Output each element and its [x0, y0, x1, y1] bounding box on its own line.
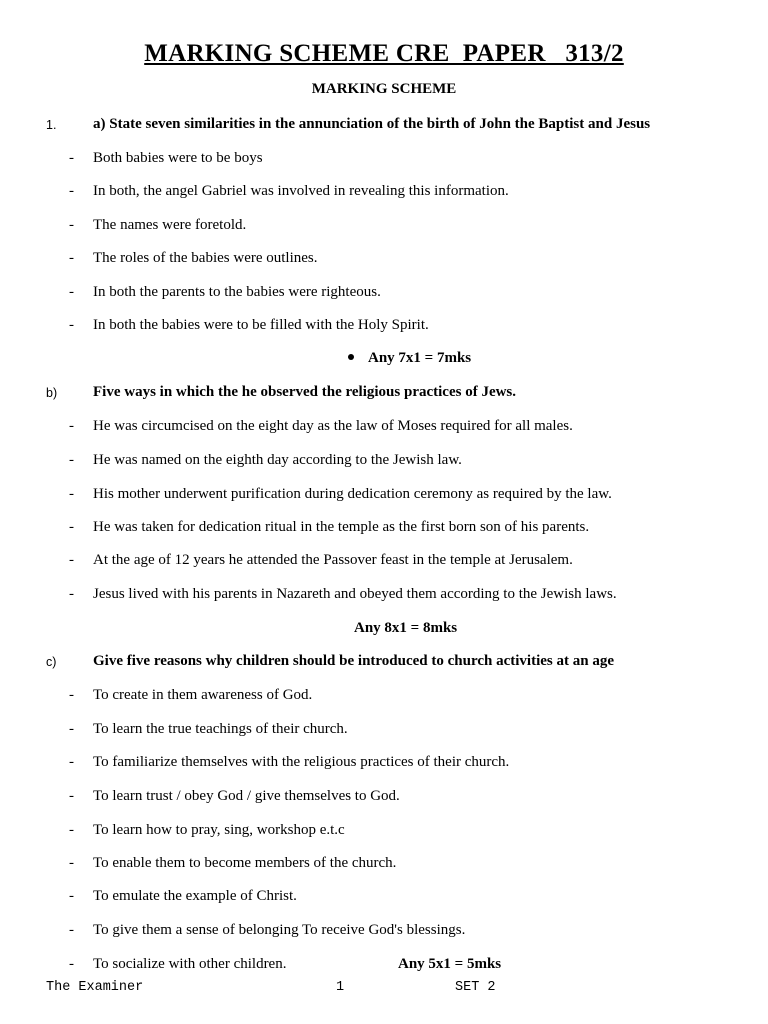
- answer-text: His mother underwent purification during dedication ceremony as required by the law.: [93, 486, 612, 502]
- answer-item: - In both the parents to the babies were righteous.: [69, 284, 381, 300]
- answer-text: In both the parents to the babies were righteous.: [93, 284, 381, 300]
- answer-text: He was circumcised on the eight day as the law of Moses required for all males.: [93, 418, 573, 434]
- answer-item: - To learn how to pray, sing, workshop e.t.c: [69, 822, 345, 838]
- answer-item: - To familiarize themselves with the religious practices of their church.: [69, 754, 510, 770]
- footer-author: The Examiner: [46, 980, 144, 995]
- answer-item: - To learn the true teachings of their church.: [69, 721, 348, 737]
- answer-text: In both the babies were to be filled with the Holy Spirit.: [93, 317, 429, 333]
- answer-text: To learn how to pray, sing, workshop e.t.c: [93, 822, 345, 838]
- answer-item: - To give them a sense of belonging To receive God's blessings.: [69, 922, 466, 938]
- marks-allocation: Any 8x1 = 8mks: [354, 620, 458, 636]
- question-text: Give five reasons why children should be introduced to church activities at an age: [93, 653, 614, 669]
- footer-page-number: 1: [336, 980, 345, 995]
- answer-text: To create in them awareness of God.: [93, 687, 313, 703]
- answer-text: He was taken for dedication ritual in the temple as the first born son of his parents.: [93, 519, 590, 535]
- answer-item: - To emulate the example of Christ.: [69, 888, 297, 904]
- question-number: b): [46, 386, 58, 400]
- answer-text: At the age of 12 years he attended the Passover feast in the temple at Jerusalem.: [93, 552, 573, 568]
- answer-text: In both, the angel Gabriel was involved in revealing this information.: [93, 183, 509, 199]
- marks-allocation: Any 5x1 = 5mks: [398, 956, 502, 972]
- answer-text: The names were foretold.: [93, 217, 247, 233]
- answer-text: The roles of the babies were outlines.: [93, 250, 318, 266]
- answer-item: - Jesus lived with his parents in Nazareth and obeyed them according to the Jewish laws.: [69, 586, 617, 602]
- answer-text: To learn trust / obey God / give themselves to God.: [93, 788, 400, 804]
- answer-item: - To learn trust / obey God / give themselves to God.: [69, 788, 400, 804]
- answer-text: To emulate the example of Christ.: [93, 888, 297, 904]
- answer-item: - Both babies were to be boys: [69, 150, 263, 166]
- answer-item: - To create in them awareness of God.: [69, 687, 313, 703]
- answer-text: To socialize with other children.: [93, 956, 287, 972]
- answer-item: - To socialize with other children.: [69, 956, 287, 972]
- question-number: 1.: [46, 118, 57, 132]
- answer-item: - He was named on the eighth day according to the Jewish law.: [69, 452, 462, 468]
- answer-item: - At the age of 12 years he attended the Passover feast in the temple at Jerusalem.: [69, 552, 573, 568]
- answer-text: Jesus lived with his parents in Nazareth and obeyed them according to the Jewish laws.: [93, 586, 617, 602]
- answer-item: - He was taken for dedication ritual in the temple as the first born son of his parents.: [69, 519, 590, 535]
- answer-text: Both babies were to be boys: [93, 150, 263, 166]
- answer-item: - In both the babies were to be filled with the Holy Spirit.: [69, 317, 429, 333]
- answer-item: - In both, the angel Gabriel was involved in revealing this information.: [69, 183, 509, 199]
- question-text: Five ways in which the he observed the religious practices of Jews.: [93, 384, 517, 400]
- answer-item: - The names were foretold.: [69, 217, 247, 233]
- page-title: MARKING SCHEME CRE PAPER 313/2: [144, 40, 624, 67]
- answer-text: To learn the true teachings of their church.: [93, 721, 348, 737]
- marks-allocation: [348, 350, 471, 367]
- answer-text: To enable them to become members of the church.: [93, 855, 397, 871]
- answer-text: To familiarize themselves with the religious practices of their church.: [93, 754, 510, 770]
- answer-item: - To enable them to become members of the church.: [69, 855, 397, 871]
- answer-text: To give them a sense of belonging To receive God's blessings.: [93, 922, 466, 938]
- bullet-dot-icon: [348, 354, 354, 360]
- answer-item: - His mother underwent purification during dedication ceremony as required by the law.: [69, 486, 612, 502]
- footer-set: SET 2: [455, 980, 496, 995]
- answer-text: He was named on the eighth day according to the Jewish law.: [93, 452, 462, 468]
- answer-item: - He was circumcised on the eight day as the law of Moses required for all males.: [69, 418, 573, 434]
- question-text: a) State seven similarities in the annunciation of the birth of John the Baptist and Jesus: [93, 116, 651, 132]
- page-subtitle: MARKING SCHEME: [311, 81, 457, 97]
- question-number: c): [46, 655, 57, 669]
- answer-item: - The roles of the babies were outlines.: [69, 250, 318, 266]
- marks-text: Any 7x1 = 7mks: [368, 350, 472, 366]
